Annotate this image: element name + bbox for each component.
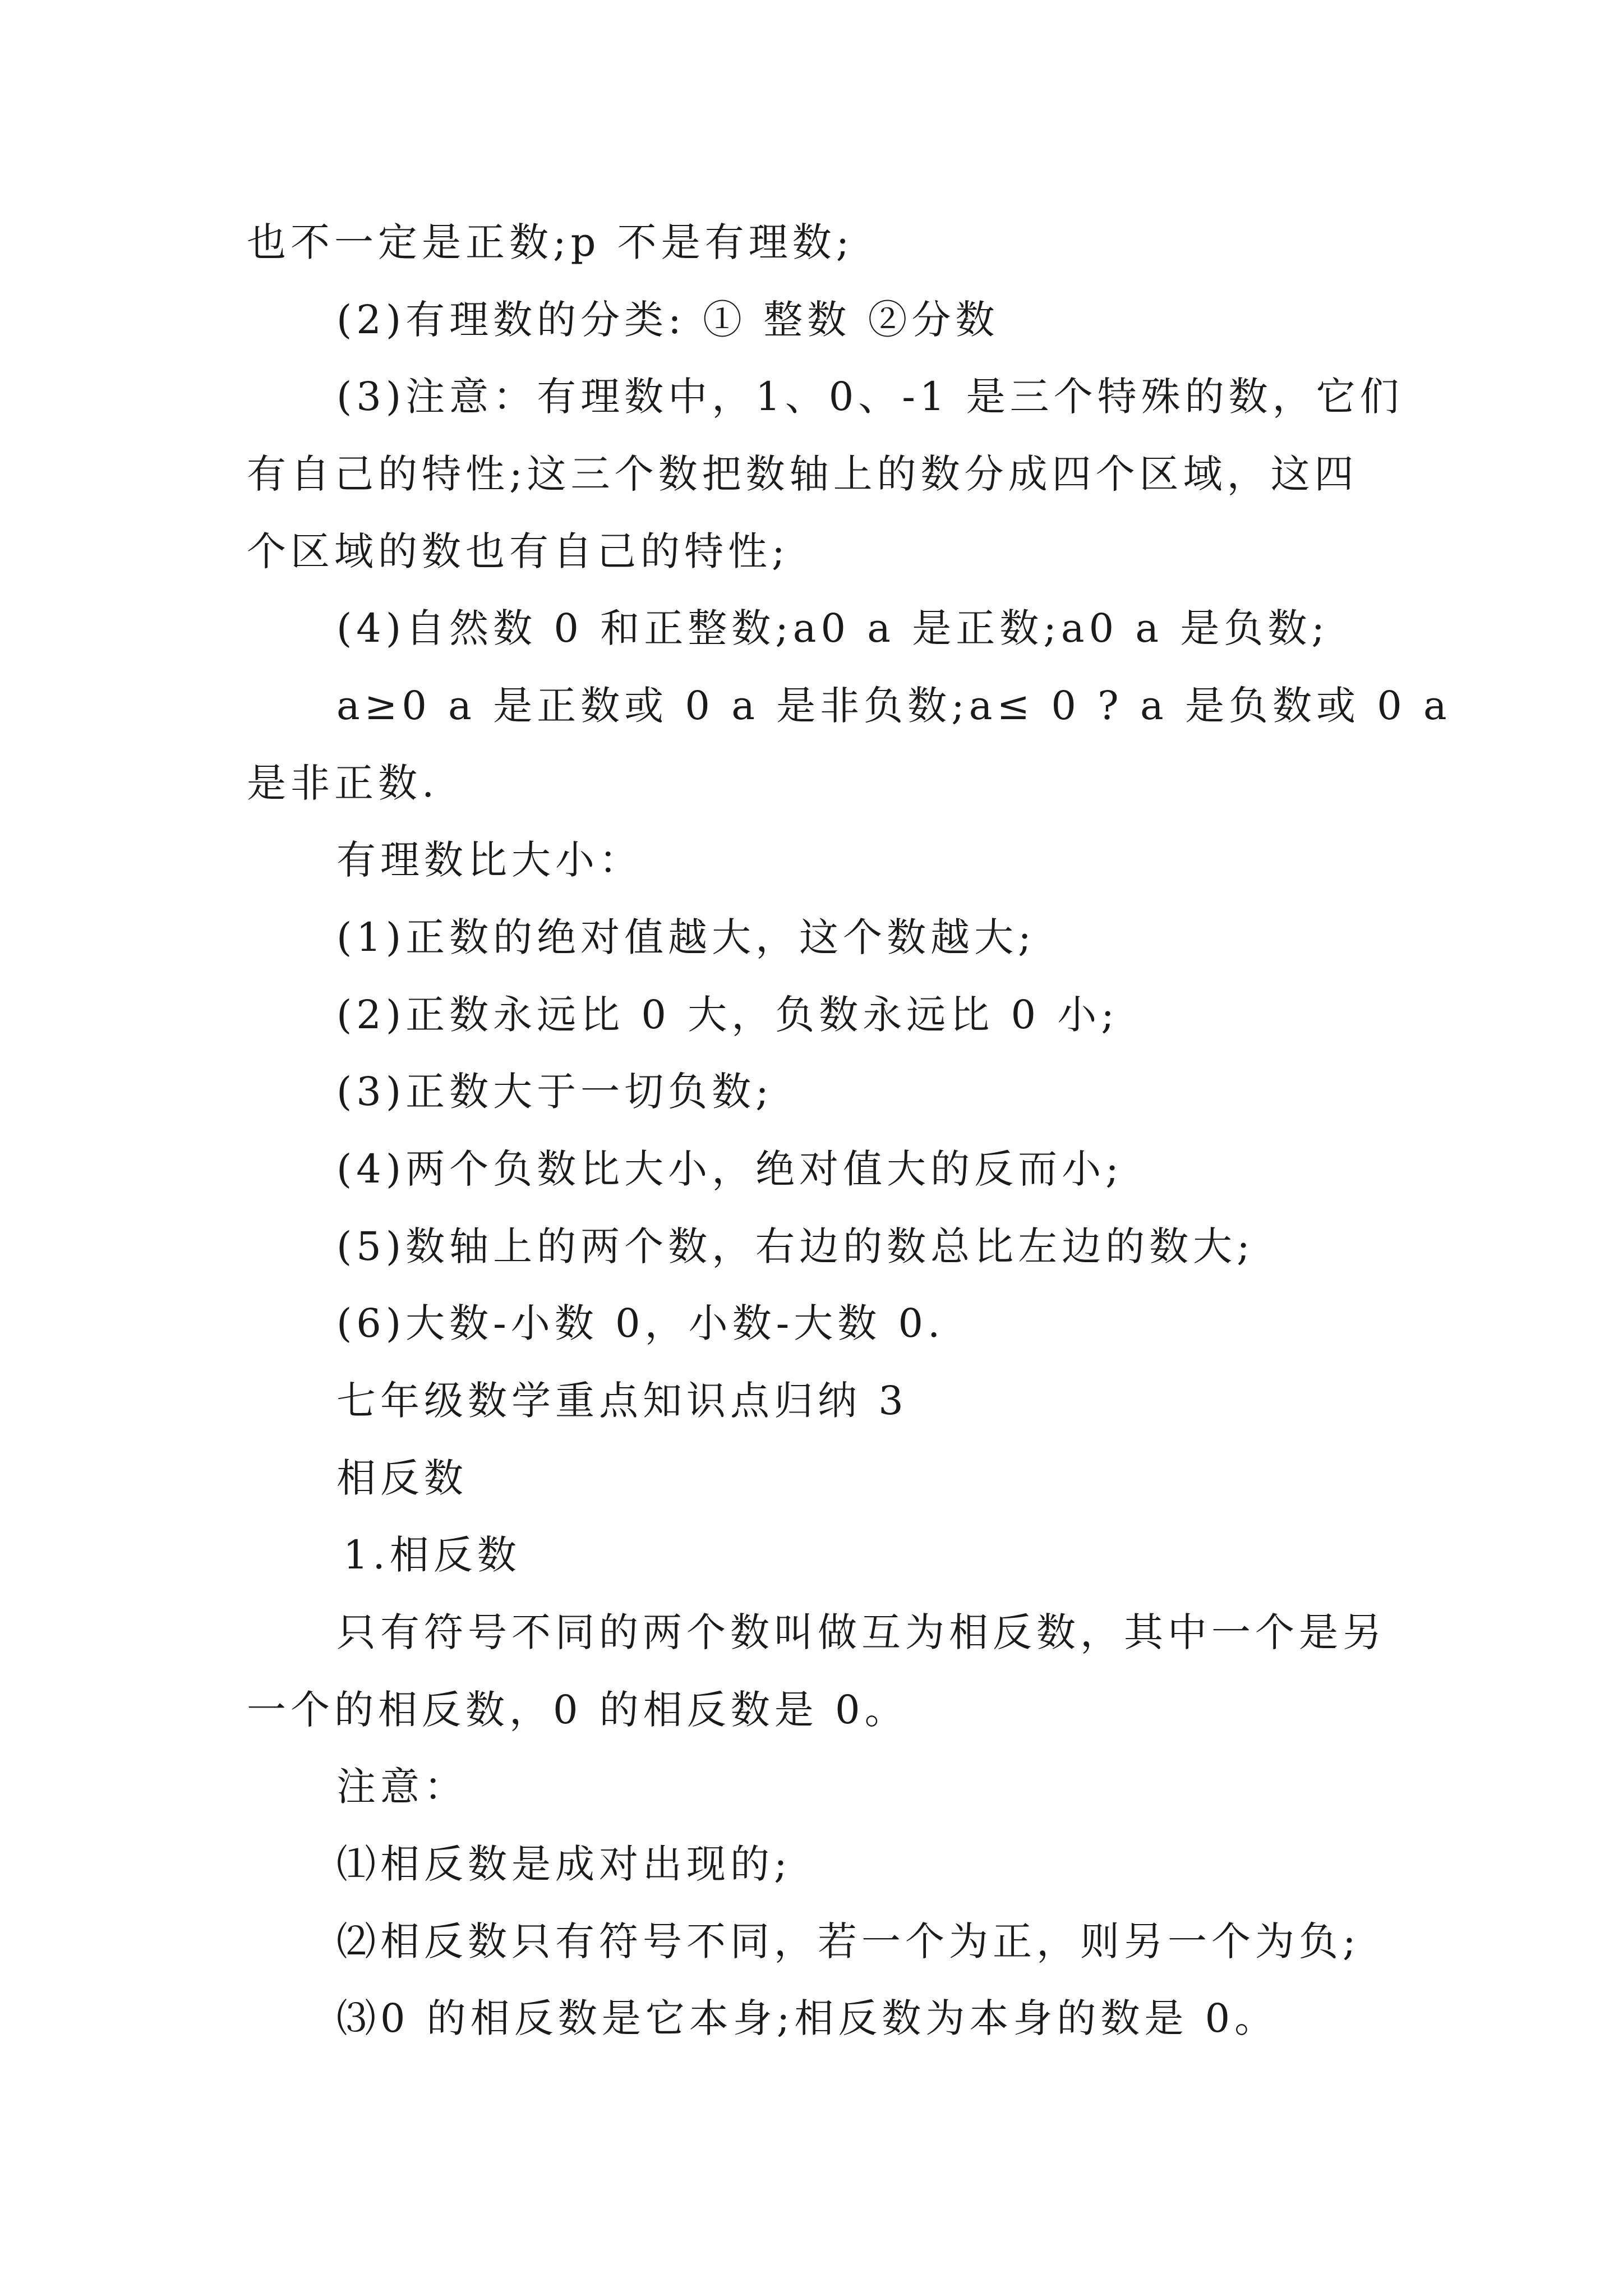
text-line: 只有符号不同的两个数叫做互为相反数，其中一个是另 (336, 1609, 1386, 1655)
text-line: (4)自然数 0 和正整数;a0 a 是正数;a0 a 是负数; (336, 605, 1329, 651)
text-line: (3)正数大于一切负数; (336, 1069, 773, 1115)
section-heading: 相反数 (336, 1455, 468, 1501)
text-line: (1)正数的绝对值越大，这个数越大; (336, 914, 1036, 960)
text-line: a≥0 a 是正数或 0 a 是非负数;a≤ 0 ? a 是负数或 0 a (336, 683, 1451, 729)
text-line: (4)两个负数比大小，绝对值大的反而小; (336, 1146, 1123, 1192)
text-line: (6)大数-小数 0，小数-大数 0. (336, 1300, 945, 1346)
text-line: ⑵相反数只有符号不同，若一个为正，则另一个为负; (336, 1918, 1361, 1964)
text-line: ⑴相反数是成对出现的; (336, 1841, 792, 1887)
text-line: (3)注意：有理数中，1、0、-1 是三个特殊的数，它们 (336, 374, 1404, 420)
text-line: 注意： (336, 1764, 468, 1810)
text-line: 是非正数. (247, 760, 439, 806)
text-line: (5)数轴上的两个数，右边的数总比左边的数大; (336, 1223, 1255, 1269)
section-title: 七年级数学重点知识点归纳 3 (336, 1378, 908, 1424)
section-heading: 有理数比大小： (336, 837, 643, 883)
text-line: (2)正数永远比 0 大，负数永远比 0 小; (336, 992, 1119, 1038)
subsection-heading: 1.相反数 (343, 1532, 521, 1578)
text-line: 有自己的特性;这三个数把数轴上的数分成四个区域，这四 (247, 451, 1358, 497)
text-line: 个区域的数也有自己的特性; (247, 528, 790, 574)
text-line: (2)有理数的分类: ① 整数 ②分数 (336, 297, 999, 343)
text-line: ⑶0 的相反数是它本身;相反数为本身的数是 0。 (336, 1995, 1279, 2041)
text-line: 一个的相反数，0 的相反数是 0。 (247, 1687, 909, 1733)
text-line: 也不一定是正数;p 不是有理数; (247, 219, 854, 265)
